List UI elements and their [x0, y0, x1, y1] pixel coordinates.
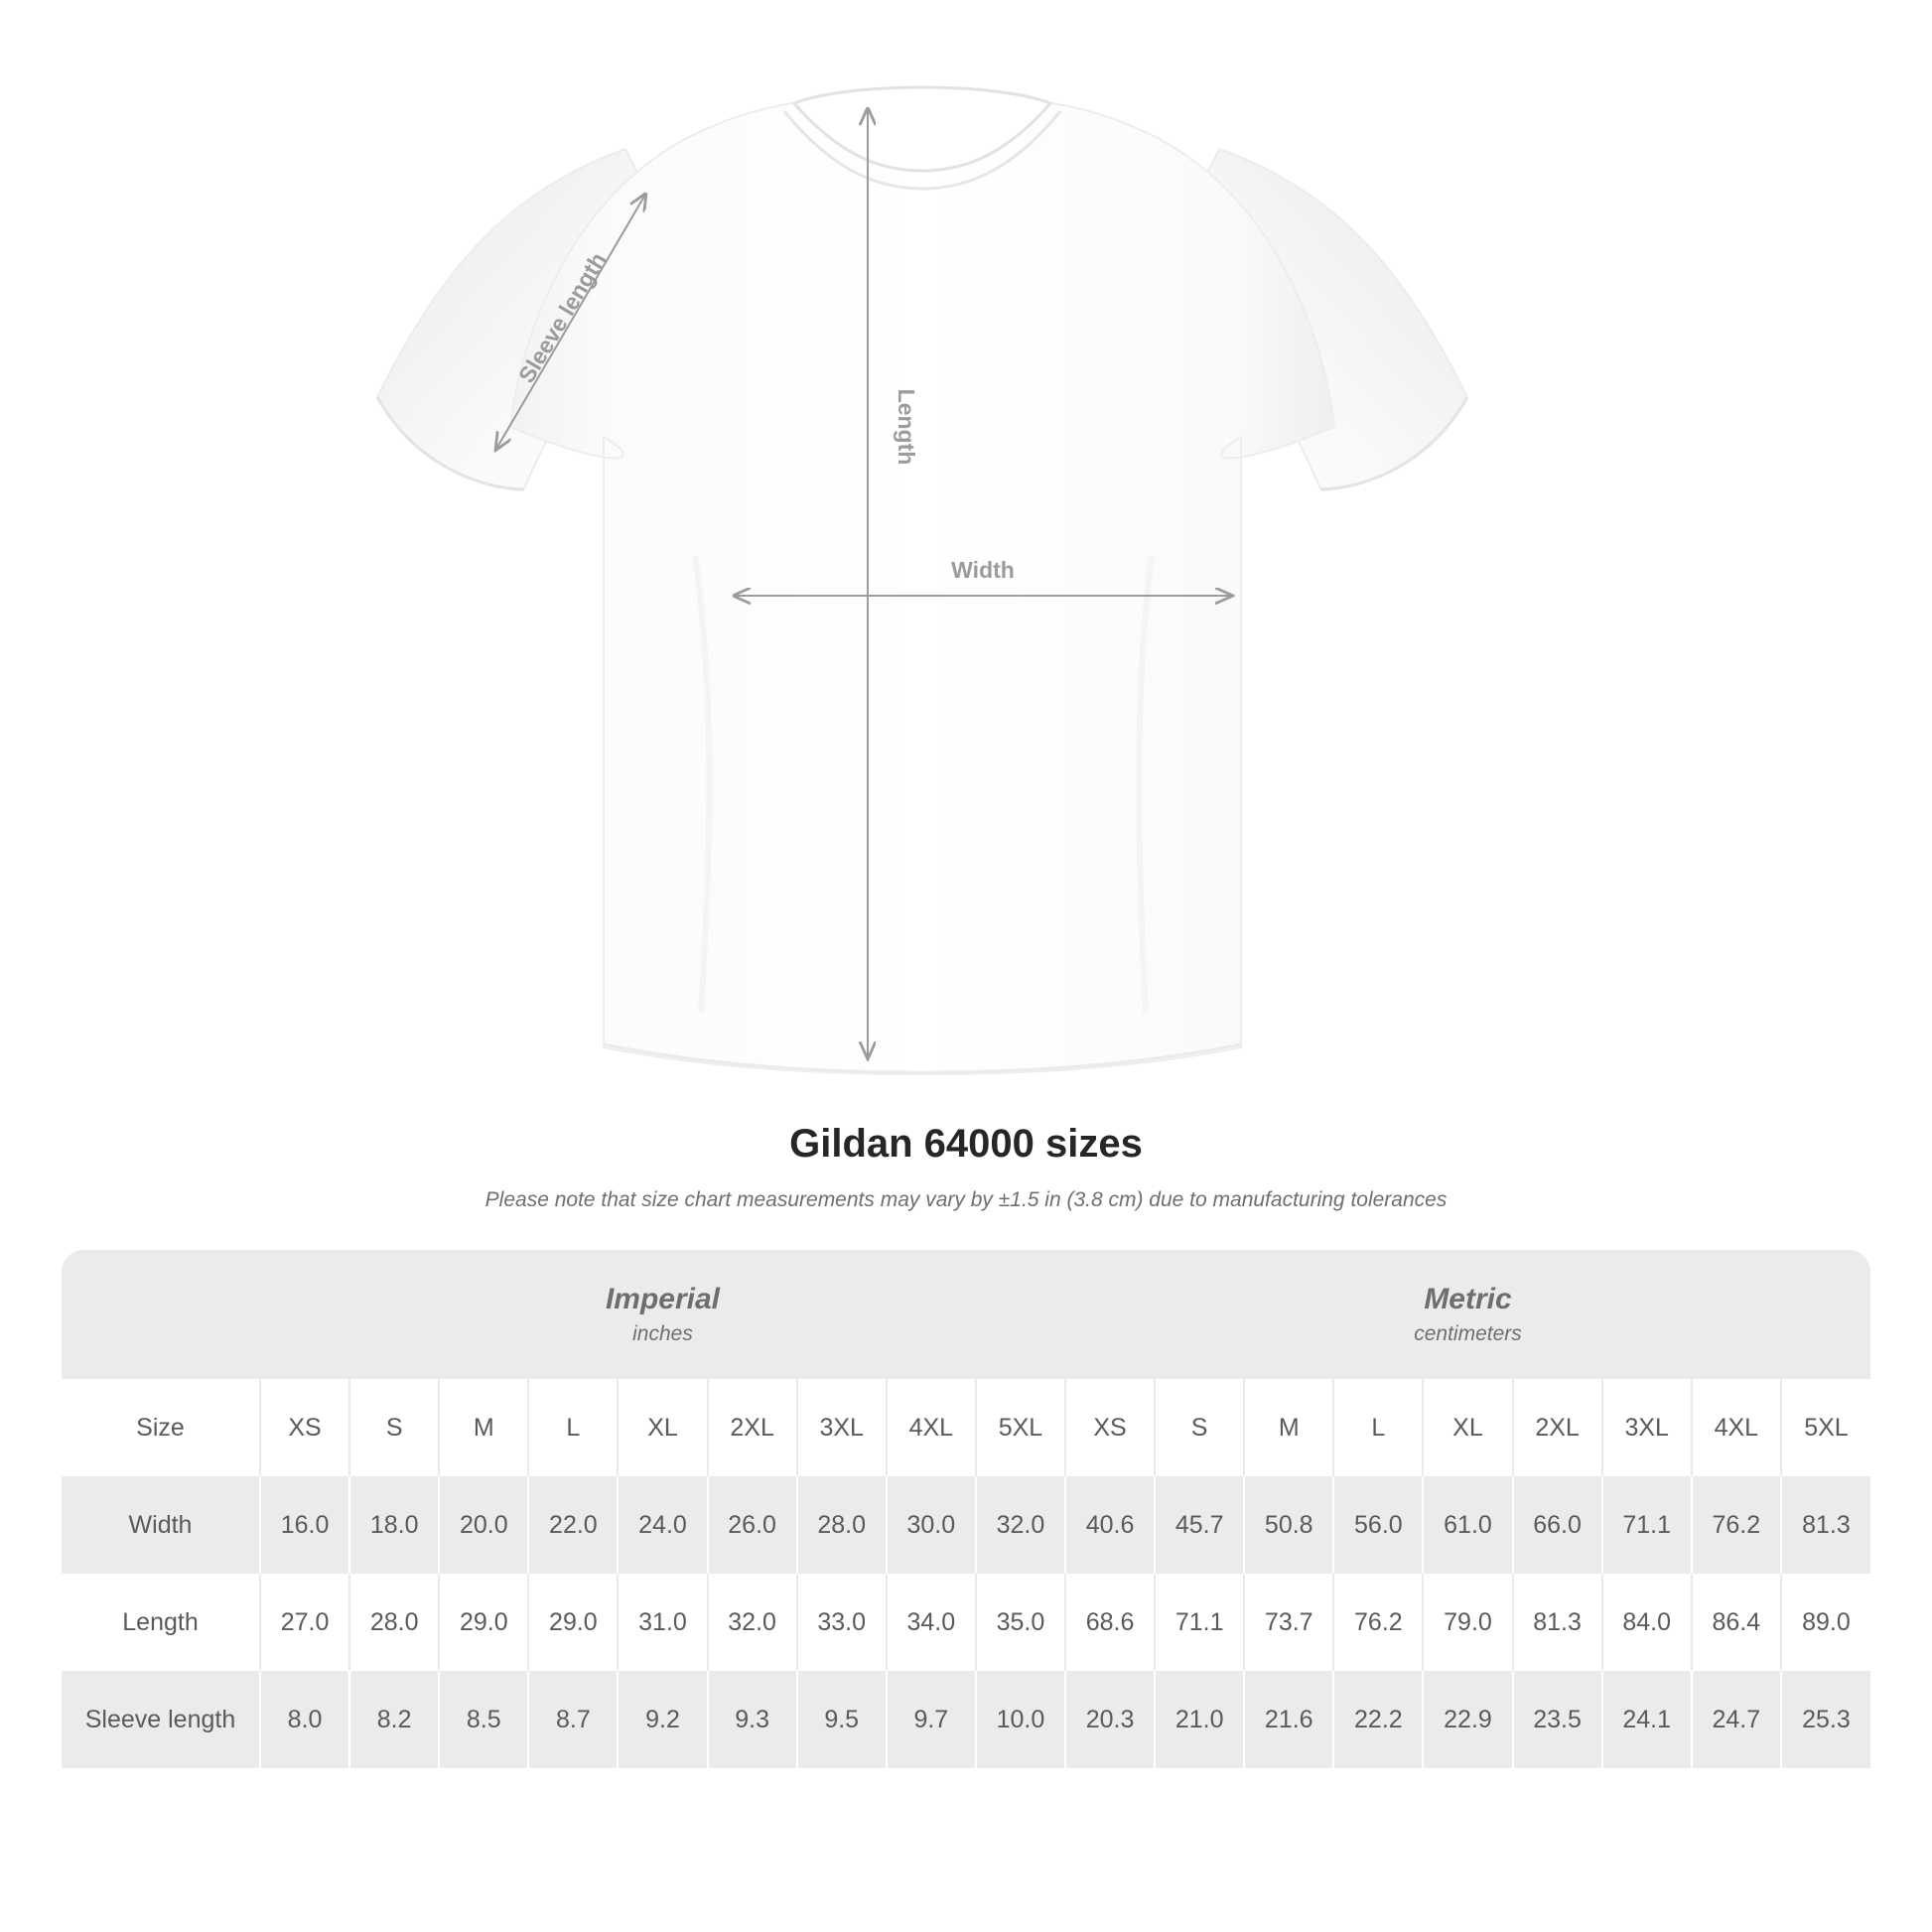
size-table [62, 1250, 1870, 1768]
size-table-wrapper [62, 1250, 1870, 1768]
cell-length: 29.0 [528, 1574, 618, 1671]
cell-width: 24.0 [618, 1476, 707, 1574]
cell-width: 26.0 [708, 1476, 797, 1574]
table-row [62, 1574, 1870, 1671]
cell-width: 56.0 [1333, 1476, 1423, 1574]
size-header-cell: 3XL [1602, 1379, 1692, 1476]
cell-width: 81.3 [1781, 1476, 1870, 1574]
size-header-cell: 4XL [887, 1379, 976, 1476]
cell-sleeve: 8.0 [260, 1671, 349, 1768]
cell-sleeve: 22.2 [1333, 1671, 1423, 1768]
size-header-cell: XS [260, 1379, 349, 1476]
size-header-cell: XL [618, 1379, 707, 1476]
cell-sleeve: 9.2 [618, 1671, 707, 1768]
row-label-length: Length [62, 1574, 260, 1671]
unit-name-imperial: Imperial [605, 1282, 721, 1315]
cell-width: 40.6 [1065, 1476, 1155, 1574]
size-header-cell: XL [1423, 1379, 1512, 1476]
cell-width: 71.1 [1602, 1476, 1692, 1574]
size-header-cell: 5XL [976, 1379, 1065, 1476]
cell-length: 33.0 [797, 1574, 887, 1671]
unit-row-corner [62, 1250, 260, 1379]
cell-length: 31.0 [618, 1574, 707, 1671]
cell-length: 79.0 [1423, 1574, 1512, 1671]
size-header-cell: L [528, 1379, 618, 1476]
cell-length: 84.0 [1602, 1574, 1692, 1671]
size-header-cell: 2XL [1513, 1379, 1602, 1476]
cell-width: 30.0 [887, 1476, 976, 1574]
tolerance-note: Please note that size chart measurements may vary by ±1.5 in (3.8 cm) due to manufacturing tolerances [484, 1188, 1448, 1211]
cell-length: 71.1 [1155, 1574, 1244, 1671]
size-header-cell: S [1155, 1379, 1244, 1476]
label-sleeve-length: Sleeve length [512, 247, 612, 388]
row-label-width: Width [62, 1476, 260, 1574]
cell-width: 28.0 [797, 1476, 887, 1574]
size-header-row [62, 1379, 1870, 1476]
cell-sleeve: 21.6 [1244, 1671, 1333, 1768]
cell-width: 76.2 [1692, 1476, 1781, 1574]
cell-sleeve: 20.3 [1065, 1671, 1155, 1768]
size-header-cell: S [349, 1379, 439, 1476]
cell-sleeve: 23.5 [1513, 1671, 1602, 1768]
label-width: Width [951, 557, 1015, 583]
cell-sleeve: 24.1 [1602, 1671, 1692, 1768]
cell-length: 35.0 [976, 1574, 1065, 1671]
cell-sleeve: 8.5 [439, 1671, 528, 1768]
unit-sub-metric: centimeters [1414, 1322, 1522, 1346]
cell-width: 32.0 [976, 1476, 1065, 1574]
cell-length: 81.3 [1513, 1574, 1602, 1671]
size-header-cell: L [1333, 1379, 1423, 1476]
table-row [62, 1671, 1870, 1768]
cell-length: 76.2 [1333, 1574, 1423, 1671]
cell-length: 68.6 [1065, 1574, 1155, 1671]
cell-length: 86.4 [1692, 1574, 1781, 1671]
row-label-sleeve-length: Sleeve length [62, 1671, 260, 1768]
cell-width: 20.0 [439, 1476, 528, 1574]
unit-header-row [62, 1250, 1870, 1379]
unit-sub-imperial: inches [632, 1322, 693, 1346]
cell-length: 32.0 [708, 1574, 797, 1671]
cell-width: 50.8 [1244, 1476, 1333, 1574]
cell-sleeve: 21.0 [1155, 1671, 1244, 1768]
cell-length: 28.0 [349, 1574, 439, 1671]
cell-length: 29.0 [439, 1574, 528, 1671]
size-header-cell: 3XL [797, 1379, 887, 1476]
label-length: Length [894, 388, 919, 466]
cell-width: 61.0 [1423, 1476, 1512, 1574]
table-row [62, 1476, 1870, 1574]
cell-width: 16.0 [260, 1476, 349, 1574]
cell-width: 66.0 [1513, 1476, 1602, 1574]
size-header-cell: 4XL [1692, 1379, 1781, 1476]
cell-length: 34.0 [887, 1574, 976, 1671]
cell-length: 73.7 [1244, 1574, 1333, 1671]
cell-sleeve: 9.3 [708, 1671, 797, 1768]
cell-length: 89.0 [1781, 1574, 1870, 1671]
size-header-cell: M [439, 1379, 528, 1476]
cell-sleeve: 25.3 [1781, 1671, 1870, 1768]
cell-sleeve: 10.0 [976, 1671, 1065, 1768]
cell-sleeve: 8.2 [349, 1671, 439, 1768]
unit-name-metric: Metric [1424, 1282, 1512, 1315]
cell-width: 18.0 [349, 1476, 439, 1574]
cell-length: 27.0 [260, 1574, 349, 1671]
chart-heading [0, 1122, 1932, 1212]
size-header-cell: 2XL [708, 1379, 797, 1476]
size-header-cell: XS [1065, 1379, 1155, 1476]
page-title: Gildan 64000 sizes [789, 1122, 1143, 1166]
cell-sleeve: 8.7 [528, 1671, 618, 1768]
cell-sleeve: 22.9 [1423, 1671, 1512, 1768]
cell-sleeve: 9.5 [797, 1671, 887, 1768]
size-header-label: Size [62, 1379, 260, 1476]
cell-sleeve: 24.7 [1692, 1671, 1781, 1768]
unit-group-metric [1065, 1250, 1870, 1379]
size-header-cell: 5XL [1781, 1379, 1870, 1476]
cell-width: 45.7 [1155, 1476, 1244, 1574]
unit-group-imperial [260, 1250, 1065, 1379]
cell-sleeve: 9.7 [887, 1671, 976, 1768]
tshirt-shape [377, 87, 1467, 1074]
cell-width: 22.0 [528, 1476, 618, 1574]
size-header-cell: M [1244, 1379, 1333, 1476]
